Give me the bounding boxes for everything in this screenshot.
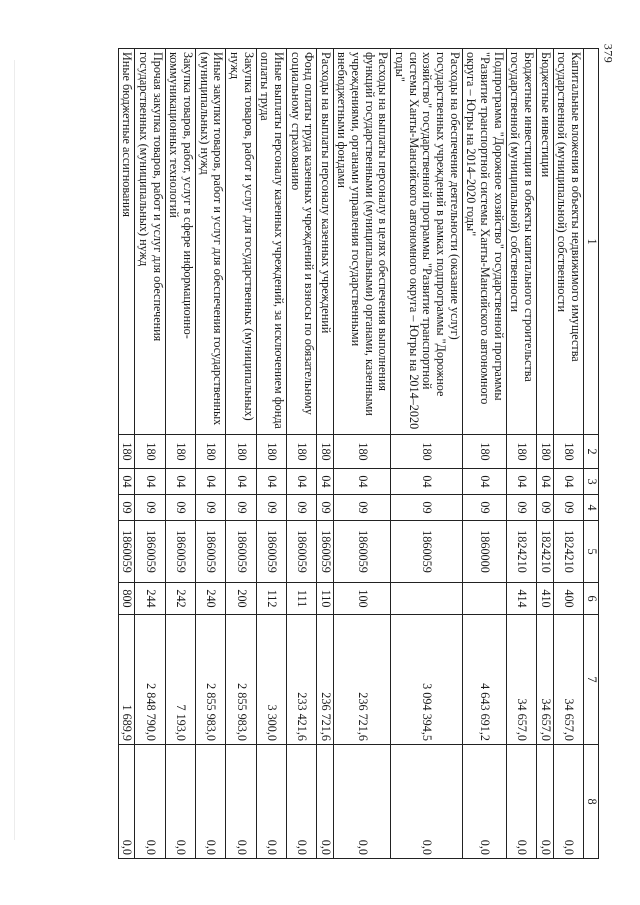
- table-row: [537, 49, 554, 859]
- target-article-cell: 1824210: [537, 521, 554, 583]
- table-row: [391, 49, 462, 859]
- expense-type-cell: 200: [226, 583, 256, 615]
- subsection-code-cell: 09: [195, 495, 225, 521]
- section-code-cell: 04: [317, 469, 334, 495]
- table-row: [333, 49, 391, 859]
- amount-cell: 1 689,9: [118, 615, 135, 745]
- subsection-code-cell: 09: [165, 495, 195, 521]
- column-header-7: 7: [584, 615, 599, 745]
- ministry-code-cell: 180: [165, 435, 195, 469]
- federal-amount-cell: 0,0: [165, 745, 195, 859]
- section-code-cell: 04: [165, 469, 195, 495]
- row-name-cell: Подпрограмма "Дорожное хозяйство" государственной программы "Развитие транспортной системы Ханты-Мансийского автономного округа – Югры на 2014–2020 годы": [462, 49, 506, 435]
- row-name-cell: Иные выплаты персоналу казенных учреждений, за исключением фонда оплаты труда: [256, 49, 286, 435]
- table-row: [135, 49, 165, 859]
- expense-type-cell: 112: [256, 583, 286, 615]
- subsection-code-cell: 09: [135, 495, 165, 521]
- table-row: [286, 49, 316, 859]
- target-article-cell: 1860059: [391, 521, 462, 583]
- federal-amount-cell: 0,0: [506, 745, 536, 859]
- target-article-cell: 1824210: [553, 521, 583, 583]
- section-code-cell: 04: [391, 469, 462, 495]
- amount-cell: 3 300,0: [256, 615, 286, 745]
- target-article-cell: 1824210: [506, 521, 536, 583]
- target-article-cell: 1860059: [256, 521, 286, 583]
- scan-edge-mark: [14, 60, 15, 840]
- expense-type-cell: 410: [537, 583, 554, 615]
- column-header-6: 6: [584, 583, 599, 615]
- ministry-code-cell: 180: [256, 435, 286, 469]
- page-number: 379: [601, 43, 616, 64]
- section-code-cell: 04: [256, 469, 286, 495]
- subsection-code-cell: 09: [462, 495, 506, 521]
- amount-cell: 2 855 983,0: [226, 615, 256, 745]
- target-article-cell: 1860059: [195, 521, 225, 583]
- expense-type-cell: 240: [195, 583, 225, 615]
- expense-type-cell: 100: [333, 583, 391, 615]
- row-name-cell: Бюджетные инвестиции в объекты капитального строительства государственной (муниципальной) собственности: [506, 49, 536, 435]
- section-code-cell: 04: [553, 469, 583, 495]
- table-sheet: [58, 48, 599, 858]
- federal-amount-cell: 0,0: [286, 745, 316, 859]
- amount-cell: 4 643 691,2: [462, 615, 506, 745]
- table-row: [553, 49, 583, 859]
- federal-amount-cell: 0,0: [553, 745, 583, 859]
- row-name-cell: Иные бюджетные ассигнования: [118, 49, 135, 435]
- table-row: [118, 49, 135, 859]
- ministry-code-cell: 180: [553, 435, 583, 469]
- table-row: [226, 49, 256, 859]
- ministry-code-cell: 180: [135, 435, 165, 469]
- table-header-row: [584, 49, 599, 859]
- target-article-cell: 1860059: [226, 521, 256, 583]
- amount-cell: 236 721,6: [333, 615, 391, 745]
- section-code-cell: 04: [135, 469, 165, 495]
- table-row: [462, 49, 506, 859]
- expense-type-cell: 242: [165, 583, 195, 615]
- ministry-code-cell: 180: [462, 435, 506, 469]
- federal-amount-cell: 0,0: [118, 745, 135, 859]
- federal-amount-cell: 0,0: [195, 745, 225, 859]
- target-article-cell: 1860000: [462, 521, 506, 583]
- ministry-code-cell: 180: [286, 435, 316, 469]
- column-header-4: 4: [584, 495, 599, 521]
- target-article-cell: 1860059: [286, 521, 316, 583]
- ministry-code-cell: 180: [317, 435, 334, 469]
- row-name-cell: Прочая закупка товаров, работ и услуг для обеспечения государственных (муниципальных) нужд: [135, 49, 165, 435]
- table-row: [317, 49, 334, 859]
- column-header-8: 8: [584, 745, 599, 859]
- table-row: [165, 49, 195, 859]
- row-name-cell: Закупка товаров, работ и услуг для государственных (муниципальных) нужд: [226, 49, 256, 435]
- amount-cell: 3 094 394,5: [391, 615, 462, 745]
- amount-cell: 34 657,0: [537, 615, 554, 745]
- federal-amount-cell: 0,0: [317, 745, 334, 859]
- target-article-cell: 1860059: [118, 521, 135, 583]
- expense-type-cell: 110: [317, 583, 334, 615]
- subsection-code-cell: 09: [256, 495, 286, 521]
- expense-type-cell: 414: [506, 583, 536, 615]
- expense-type-cell: 111: [286, 583, 316, 615]
- section-code-cell: 04: [506, 469, 536, 495]
- subsection-code-cell: 09: [226, 495, 256, 521]
- section-code-cell: 04: [195, 469, 225, 495]
- target-article-cell: 1860059: [333, 521, 391, 583]
- subsection-code-cell: 09: [118, 495, 135, 521]
- expense-type-cell: [391, 583, 462, 615]
- amount-cell: 233 421,6: [286, 615, 316, 745]
- row-name-cell: Бюджетные инвестиции: [537, 49, 554, 435]
- subsection-code-cell: 09: [317, 495, 334, 521]
- amount-cell: 34 657,0: [553, 615, 583, 745]
- ministry-code-cell: 180: [391, 435, 462, 469]
- row-name-cell: Капитальные вложения в объекты недвижимого имущества государственной (муниципальной) собственности: [553, 49, 583, 435]
- expense-type-cell: 400: [553, 583, 583, 615]
- row-name-cell: Закупка товаров, работ, услуг в сфере информационно-коммуникационных технологий: [165, 49, 195, 435]
- ministry-code-cell: 180: [195, 435, 225, 469]
- row-name-cell: Фонд оплаты труда казенных учреждений и взносы по обязательному социальному страхованию: [286, 49, 316, 435]
- amount-cell: 7 193,0: [165, 615, 195, 745]
- amount-cell: 34 657,0: [506, 615, 536, 745]
- subsection-code-cell: 09: [391, 495, 462, 521]
- ministry-code-cell: 180: [506, 435, 536, 469]
- ministry-code-cell: 180: [118, 435, 135, 469]
- section-code-cell: 04: [333, 469, 391, 495]
- column-header-5: 5: [584, 521, 599, 583]
- table-body: [118, 49, 583, 859]
- section-code-cell: 04: [462, 469, 506, 495]
- target-article-cell: 1860059: [165, 521, 195, 583]
- federal-amount-cell: 0,0: [391, 745, 462, 859]
- federal-amount-cell: 0,0: [256, 745, 286, 859]
- subsection-code-cell: 09: [286, 495, 316, 521]
- budget-table: [118, 48, 599, 859]
- ministry-code-cell: 180: [537, 435, 554, 469]
- amount-cell: 2 848 790,0: [135, 615, 165, 745]
- ministry-code-cell: 180: [333, 435, 391, 469]
- expense-type-cell: 244: [135, 583, 165, 615]
- section-code-cell: 04: [226, 469, 256, 495]
- row-name-cell: Расходы на выплаты персоналу в целях обеспечения выполнения функций государственными (муниципальными) органами, казенными учреждениями, органами управления государственными внебюджетными фондами: [333, 49, 391, 435]
- subsection-code-cell: 09: [537, 495, 554, 521]
- row-name-cell: Иные закупки товаров, работ и услуг для обеспечения государственных (муниципальных) нужд: [195, 49, 225, 435]
- section-code-cell: 04: [286, 469, 316, 495]
- column-header-1: 1: [584, 49, 599, 435]
- amount-cell: 236 721,6: [317, 615, 334, 745]
- federal-amount-cell: 0,0: [226, 745, 256, 859]
- column-header-2: 2: [584, 435, 599, 469]
- row-name-cell: Расходы на выплаты персоналу казенных учреждений: [317, 49, 334, 435]
- federal-amount-cell: 0,0: [135, 745, 165, 859]
- target-article-cell: 1860059: [135, 521, 165, 583]
- target-article-cell: 1860059: [317, 521, 334, 583]
- expense-type-cell: [462, 583, 506, 615]
- expense-type-cell: 800: [118, 583, 135, 615]
- subsection-code-cell: 09: [553, 495, 583, 521]
- federal-amount-cell: 0,0: [462, 745, 506, 859]
- table-row: [506, 49, 536, 859]
- table-row: [256, 49, 286, 859]
- table-row: [195, 49, 225, 859]
- section-code-cell: 04: [537, 469, 554, 495]
- subsection-code-cell: 09: [506, 495, 536, 521]
- column-header-3: 3: [584, 469, 599, 495]
- federal-amount-cell: 0,0: [333, 745, 391, 859]
- section-code-cell: 04: [118, 469, 135, 495]
- row-name-cell: Расходы на обеспечение деятельности (оказание услуг) государственных учреждений в рамках подпрограммы "Дорожное хозяйство" государственной программы "Развитие транспортной системы Ханты-Мансийского автономного округа – Югры на 2014–2020 годы": [391, 49, 462, 435]
- subsection-code-cell: 09: [333, 495, 391, 521]
- ministry-code-cell: 180: [226, 435, 256, 469]
- amount-cell: 2 855 983,0: [195, 615, 225, 745]
- federal-amount-cell: 0,0: [537, 745, 554, 859]
